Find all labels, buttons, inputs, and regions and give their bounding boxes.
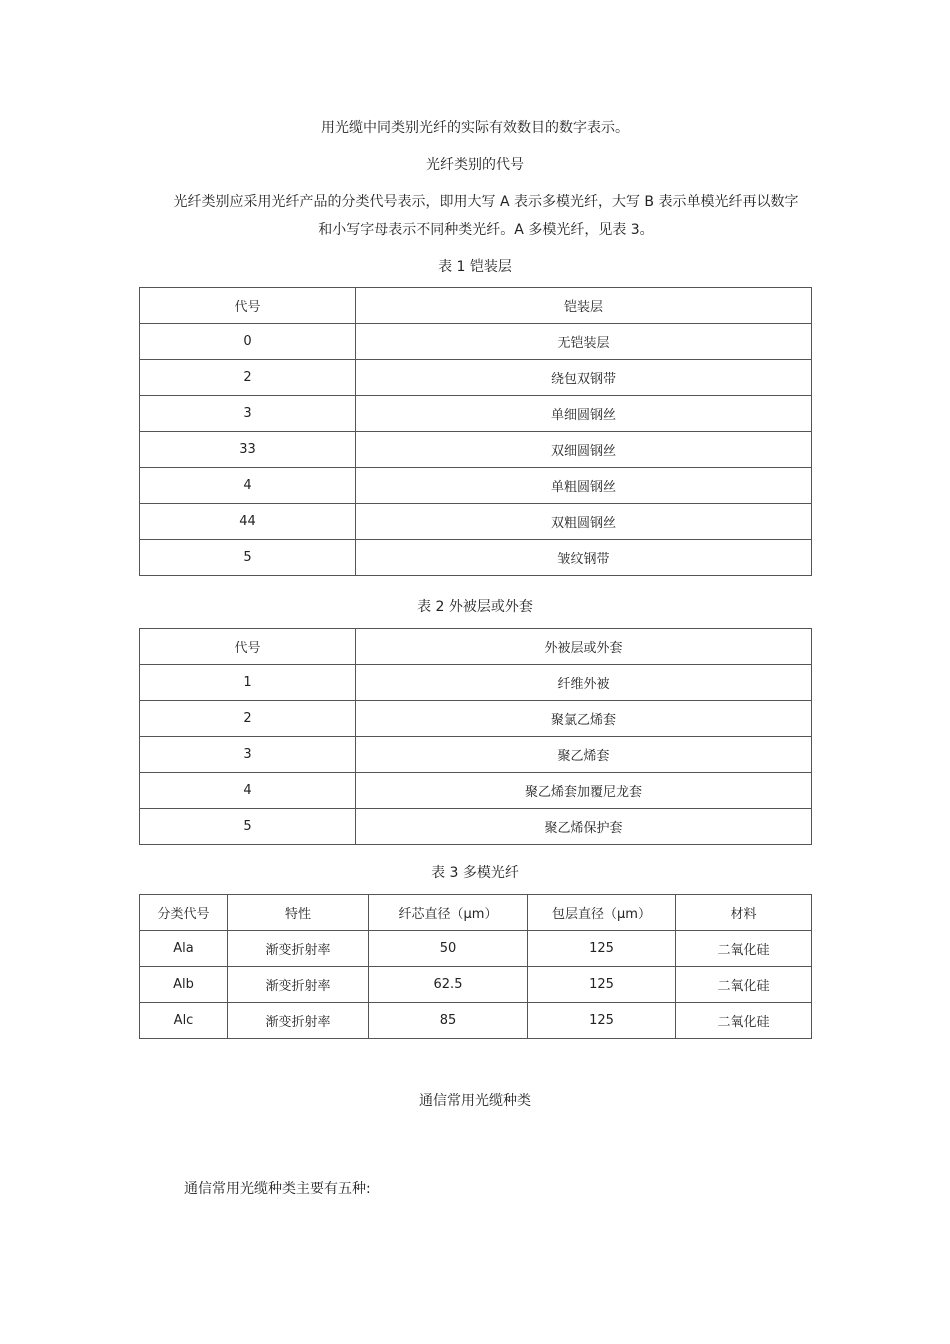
table-cell: 单细圆钢丝 [356, 396, 812, 432]
table-cell: Alc [140, 1003, 228, 1039]
table-row [140, 1003, 812, 1039]
column-header: 包层直径（μm） [528, 895, 676, 931]
table-cell: Alb [140, 967, 228, 1003]
table-cell: 3 [140, 737, 356, 773]
table-cell: 聚乙烯套加覆尼龙套 [356, 773, 812, 809]
table-cell: 1 [140, 665, 356, 701]
table-row [140, 396, 812, 432]
table-row [140, 737, 812, 773]
column-header: 代号 [140, 629, 356, 665]
table-cell: 无铠装层 [356, 324, 812, 360]
column-header: 铠装层 [356, 288, 812, 324]
table2-caption: 表 2 外被层或外套 [417, 599, 533, 615]
table-cell: 双粗圆钢丝 [356, 504, 812, 540]
table-cell: 0 [140, 324, 356, 360]
table-cell: Ala [140, 931, 228, 967]
column-header: 纤芯直径（μm） [369, 895, 528, 931]
table-cell: 85 [369, 1003, 528, 1039]
table-cell: 125 [528, 931, 676, 967]
table-cell: 渐变折射率 [228, 967, 369, 1003]
table-row [140, 967, 812, 1003]
table-cell: 33 [140, 432, 356, 468]
table-row [140, 468, 812, 504]
column-header: 外被层或外套 [356, 629, 812, 665]
column-header: 材料 [676, 895, 812, 931]
column-header: 特性 [228, 895, 369, 931]
table-cell: 渐变折射率 [228, 1003, 369, 1039]
table-row [140, 540, 812, 576]
table-cell: 3 [140, 396, 356, 432]
table-header-row [140, 629, 812, 665]
table-cell: 4 [140, 773, 356, 809]
intro-paragraph [160, 188, 812, 244]
table-cell: 2 [140, 701, 356, 737]
column-header: 代号 [140, 288, 356, 324]
table-cell: 125 [528, 967, 676, 1003]
table-cell: 渐变折射率 [228, 931, 369, 967]
table-multimode [139, 894, 812, 1039]
table-row [140, 432, 812, 468]
table-cell: 聚氯乙烯套 [356, 701, 812, 737]
table-header-row [140, 895, 812, 931]
table-row [140, 504, 812, 540]
table-row [140, 931, 812, 967]
table-cell: 二氧化硅 [676, 931, 812, 967]
table-cell: 单粗圆钢丝 [356, 468, 812, 504]
table-cell: 绕包双钢带 [356, 360, 812, 396]
table-row [140, 773, 812, 809]
table-cell: 5 [140, 809, 356, 845]
table-cell: 2 [140, 360, 356, 396]
section-text: 通信常用光缆种类主要有五种: [184, 1181, 371, 1197]
table-cell: 44 [140, 504, 356, 540]
table-row [140, 360, 812, 396]
table-cell: 5 [140, 540, 356, 576]
table-cell: 二氧化硅 [676, 967, 812, 1003]
table-cell: 皱纹钢带 [356, 540, 812, 576]
table-cell: 聚乙烯保护套 [356, 809, 812, 845]
table-cell: 双细圆钢丝 [356, 432, 812, 468]
table-cell: 62.5 [369, 967, 528, 1003]
table-row [140, 665, 812, 701]
table-cell: 50 [369, 931, 528, 967]
table-armor [139, 287, 812, 576]
column-header: 分类代号 [140, 895, 228, 931]
table-row [140, 809, 812, 845]
table-cell: 二氧化硅 [676, 1003, 812, 1039]
table1-caption: 表 1 铠装层 [438, 259, 512, 275]
table-cell: 纤维外被 [356, 665, 812, 701]
table-cell: 聚乙烯套 [356, 737, 812, 773]
table-header-row [140, 288, 812, 324]
paragraph-line-1: 光纤类别应采用光纤产品的分类代号表示，即用大写 A 表示多模光纤，大写 B 表示单模光纤再以数字 [173, 194, 799, 210]
table-cell: 4 [140, 468, 356, 504]
paragraph-line-2: 和小写字母表示不同种类光纤。A 多模光纤，见表 3。 [318, 222, 654, 238]
section-heading: 通信常用光缆种类 [419, 1093, 531, 1109]
table-row [140, 701, 812, 737]
intro-line: 用光缆中同类别光纤的实际有效数目的数字表示。 [321, 120, 629, 136]
table-jacket [139, 628, 812, 845]
table3-caption: 表 3 多模光纤 [431, 865, 519, 881]
table-cell: 125 [528, 1003, 676, 1039]
table-row [140, 324, 812, 360]
fiber-category-heading: 光纤类别的代号 [426, 157, 524, 173]
